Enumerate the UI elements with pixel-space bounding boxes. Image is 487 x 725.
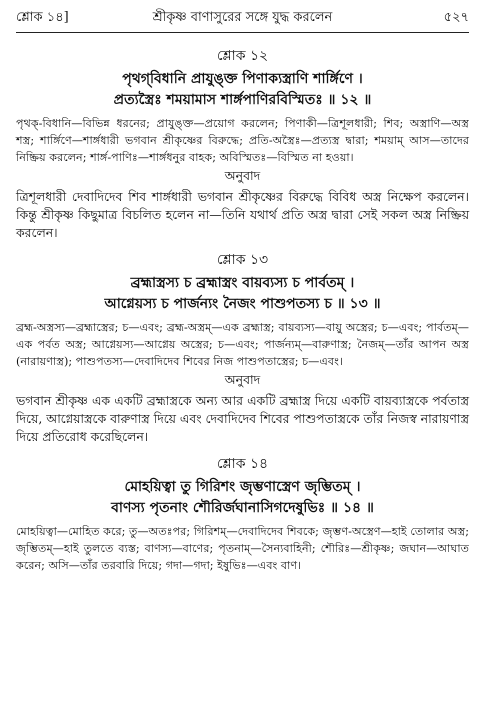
header-chapter-title: শ্রীকৃষ্ণ বাণাসুরের সঙ্গে যুদ্ধ করলেন — [152, 10, 333, 25]
sloka-14-verse-line-2: বাণস্য পৃতনাং শৌরির্জঘানাসিগদেষুভিঃ ॥ ১৪ ॥ — [111, 500, 374, 516]
sloka-13-synonyms: ব্রহ্ম-অস্ত্রস্য—ব্রহ্মাস্ত্রের; চ—এবং; ব্রহ্ম-অস্ত্রম্—এক ব্রহ্মাস্ত্র; বায়ব্যস্য—বায়ু অস্ত্রের; চ—এবং; পার্বতম্—এক পর্বত অস্ত্র; আগ্নেয়স্য—আগ্নেয় অস্ত্রের; চ—এবং; পার্জন্যম্—বারুণাস্ত্র; নৈজম্—তাঁর আপন অস্ত্র (নারায়ণাস্ত্র); পাশুপতস্য—দেবাদিদেব শিবের নিজ পাশুপতাস্ত্রের; চ—এবং। — [16, 321, 469, 368]
sloka-13-translation: ভগবান শ্রীকৃষ্ণ এক একটি ব্রহ্মাস্ত্রকে অন্য আর একটি ব্রহ্মাস্ত্র দিয়ে একটি বায়ব্যাস্ত্রকে পর্বতাস্ত্র দিয়ে, আগ্নেয়াস্ত্রকে বারুণাস্ত্র দিয়ে এবং দেবাদিদেব শিবের পাশুপতাস্ত্রকে তাঁর নিজস্ব নারায়ণাস্ত্র দিয়ে প্রতিরোধ করেছিলেন। — [16, 393, 469, 444]
header-divider — [16, 32, 469, 33]
sloka-13-translation-heading: অনুবাদ — [224, 372, 261, 387]
sloka-13-verse-line-2: আগ্নেয়স্য চ পার্জন্যং নৈজং পাশুপতস্য চ ॥ ১৩ ॥ — [104, 296, 381, 312]
page-header — [16, 6, 469, 30]
sloka-12-translation-heading: অনুবাদ — [224, 168, 261, 183]
sloka-12-verse-line-2: প্রত্যস্ত্রৈঃ শময়ামাস শার্ঙ্গপাণিরবিস্মিতঃ ॥ ১২ ॥ — [113, 92, 372, 108]
sloka-13-verse-line-1: ব্রহ্মাস্ত্রস্য চ ব্রহ্মাস্ত্রং বায়ব্যস্য চ পার্বতম্ । — [130, 275, 355, 291]
sloka-12-translation: ত্রিশূলধারী দেবাদিদেব শিব শার্ঙ্গধারী ভগবান শ্রীকৃষ্ণের বিরুদ্ধে বিবিধ অস্ত্র নিক্ষেপ করলেন। কিন্তু শ্রীকৃষ্ণ কিছুমাত্র বিচলিত হলেন না—তিনি যথার্থ প্রতি অস্ত্র দ্বারা সেই সকল অস্ত্র নিষ্ক্রিয় করলেন। — [16, 189, 469, 240]
sloka-14-verse-line-1: মোহয়িত্বা তু গিরিশং জৃম্ভণাস্ত্রেণ জৃম্ভিতম্ । — [124, 479, 361, 495]
header-page-number: ৫২৭ — [443, 10, 469, 25]
sloka-14-synonyms: মোহয়িত্বা—মোহিত করে; তু—অতঃপর; গিরিশম্—দেবাদিদেব শিবকে; জৃম্ভণ-অস্ত্রেণ—হাই তোলার অস্ত্র; জৃম্ভিতম্—হাই তুলতে ব্যস্ত; বাণস্য—বাণের; পৃতনাম্—সৈন্যবাহিনী; শৌরিঃ—শ্রীকৃষ্ণ; জঘান—আঘাত করেন; অসি—তাঁর তরবারি দিয়ে; গদা—গদা; ইষুভিঃ—এবং বাণ। — [16, 525, 469, 572]
sloka-12-synonyms: পৃথক্‌-বিধানি—বিভিন্ন ধরনের; প্রাযুঙ্‌ক্ত—প্রয়োগ করলেন; পিণাকী—ত্রিশূলধারী; শিব; অস্ত্রাণি—অস্ত্র শস্ত্র; শার্ঙ্গিণে—শার্ঙ্গধারী ভগবান শ্রীকৃষ্ণের বিরুদ্ধে; প্রতি-অস্ত্রৈঃ—প্রত্যস্ত্র দ্বারা; শময়াম্ আস—তাদের নিষ্ক্রিয় করলেন; শার্ঙ্গ-পাণিঃ—শার্ঙ্গধনুর বাহক; অবিস্মিতঃ—বিস্মিত না হওয়া। — [16, 117, 469, 164]
header-verse-ref: শ্লোক ১৪] — [16, 10, 69, 25]
sloka-13-label: শ্লোক ১৩ — [216, 252, 269, 268]
sloka-12-verse-line-1: পৃথগ্‌বিধানি প্রাযুঙ্‌ক্ত পিণাক্যস্ত্রাণি শার্ঙ্গিণে । — [122, 71, 363, 87]
page-content — [16, 42, 469, 576]
sloka-14-label: শ্লোক ১৪ — [216, 456, 269, 472]
sloka-12-label: শ্লোক ১২ — [216, 48, 269, 64]
